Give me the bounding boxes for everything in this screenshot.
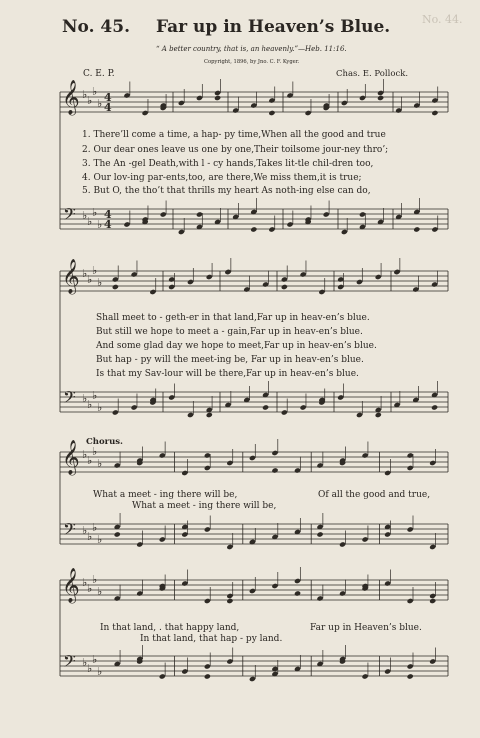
composer-credit: Chas. E. Pollock.: [336, 69, 409, 79]
system-2-key-signature: ♭: [92, 264, 98, 277]
system-4-key-signature: ♭: [82, 656, 88, 669]
system-1-key-signature: ♭: [87, 94, 93, 107]
system-1-key-signature: ♭: [82, 88, 88, 101]
hymn-number: No. 45.: [62, 17, 130, 37]
system-3-key-signature: ♭: [92, 445, 98, 458]
system-1-key-signature: ♭: [92, 206, 98, 219]
system-4-key-signature: ♭: [87, 582, 93, 595]
system-4-treble-note: [429, 598, 436, 604]
hymn-title: Far up in Heaven’s Blue.: [156, 17, 391, 37]
system-3-key-signature: ♭: [87, 530, 93, 543]
verse-line-2: 2. Our dear ones leave us one by one,Their toilsome jour-ney thro’;: [82, 145, 389, 155]
system-1-key-signature: ♭: [82, 209, 88, 222]
system-1-time-signature: 4: [104, 208, 112, 221]
system-2-treble-note: [112, 284, 119, 290]
verse-line-1: 1. There’ll come a time, a hap- py time,When all the good and true: [82, 130, 386, 140]
system-2-key-signature: ♭: [82, 267, 88, 280]
scripture-epigraph: “ A better country, that is, an heavenly.”—Heb. 11:16.: [156, 45, 347, 53]
system-1-time-signature: 4: [104, 101, 112, 114]
system-3-bass-note: [114, 531, 121, 537]
system-1-treble-note: [214, 95, 221, 101]
system-3-key-signature: ♭: [82, 448, 88, 461]
system-1-treble-note: [377, 95, 384, 101]
refrain-line-1: Shall meet to - geth-er in that land,Far up in heav-en’s blue.: [96, 313, 370, 323]
system-4-key-signature: ♭: [97, 665, 103, 678]
system-2-key-signature: ♭: [92, 389, 98, 402]
system-2-bass-note: [262, 404, 269, 410]
system-2-bass-note: [431, 404, 438, 410]
lyricist-credit: C. E. P.: [83, 69, 115, 79]
system-4-key-signature: ♭: [87, 662, 93, 675]
bleed-through-text: No. 44.: [422, 13, 463, 26]
system-1-treble-note: [431, 110, 438, 116]
system-3-treble-note: [271, 467, 278, 473]
system-1-time-signature: 4: [104, 218, 112, 231]
system-2-key-signature: ♭: [82, 392, 88, 405]
system-1-bass-note: [250, 226, 257, 232]
chorus-line-3: In that land, . that happy land,: [100, 623, 240, 633]
verse-line-3: 3. The An -gel Death,with l - cy hands,Takes lit-tle chil-dren too,: [82, 159, 374, 169]
system-4-treble-note: [294, 590, 301, 596]
system-4-key-signature: ♭: [92, 573, 98, 586]
chorus-label: Chorus.: [86, 437, 124, 447]
system-4-bass-clef: 𝄢: [63, 651, 76, 675]
system-4-treble-clef: 𝄞: [62, 568, 80, 603]
chorus-line-1b: Of all the good and true,: [318, 490, 431, 500]
system-1-time-signature: 4: [104, 91, 112, 104]
refrain-line-5: Is that my Sav-lour will be there,Far up in heav-en’s blue.: [96, 369, 359, 379]
system-2-key-signature: ♭: [97, 401, 103, 414]
system-1-key-signature: ♭: [92, 85, 98, 98]
system-2-bass-note: [375, 412, 382, 418]
system-2-bass-note: [206, 412, 213, 418]
system-4-bass-note: [407, 673, 414, 679]
system-1-bass-note: [413, 226, 420, 232]
system-1-key-signature: ♭: [97, 218, 103, 231]
chorus-line-1: What a meet - ing there will be,: [93, 490, 238, 500]
system-2-bass-clef: 𝄢: [63, 387, 76, 411]
system-2-key-signature: ♭: [87, 398, 93, 411]
system-1-key-signature: ♭: [97, 97, 103, 110]
system-3-treble-clef: 𝄞: [62, 440, 80, 475]
chorus-line-3b: Far up in Heaven’s blue.: [310, 623, 422, 633]
refrain-line-4: But hap - py will the meet-ing be, Far up in heav-en’s blue.: [96, 355, 364, 365]
system-4-key-signature: ♭: [82, 576, 88, 589]
system-3-key-signature: ♭: [92, 521, 98, 534]
verse-line-5: 5. But O, the tho’t that thrills my heart As noth-ing else can do,: [82, 186, 371, 196]
copyright-notice: Copyright, 1896, by Jno. C. F. Kyger.: [204, 59, 300, 65]
system-3-key-signature: ♭: [82, 524, 88, 537]
system-2-treble-clef: 𝄞: [62, 259, 80, 294]
system-1-treble-note: [268, 110, 275, 116]
system-2-key-signature: ♭: [87, 273, 93, 286]
system-3-key-signature: ♭: [97, 533, 103, 546]
system-1-key-signature: ♭: [87, 215, 93, 228]
system-2-treble-note: [281, 284, 288, 290]
system-4-key-signature: ♭: [92, 653, 98, 666]
system-2-key-signature: ♭: [97, 276, 103, 289]
system-4-key-signature: ♭: [97, 585, 103, 598]
system-4-treble-note: [226, 598, 233, 604]
system-3-bass-note: [316, 531, 323, 537]
chorus-line-4: In that land, that hap - py land.: [140, 634, 283, 644]
system-1-bass-clef: 𝄢: [63, 204, 76, 228]
system-3-bass-clef: 𝄢: [63, 519, 76, 543]
refrain-line-2: But still we hope to meet a - gain,Far up in heav-en’s blue.: [96, 327, 363, 337]
system-4-bass-note: [204, 673, 211, 679]
refrain-line-3: And some glad day we hope to meet,Far up in heav-en’s blue.: [96, 341, 377, 351]
system-1-treble-clef: 𝄞: [62, 80, 80, 115]
chorus-line-2: What a meet - ing there will be,: [132, 501, 277, 511]
system-3-key-signature: ♭: [97, 457, 103, 470]
system-3-key-signature: ♭: [87, 454, 93, 467]
verse-line-4: 4. Our lov-ing par-ents,too, are there,We miss them,it is true;: [82, 173, 362, 183]
